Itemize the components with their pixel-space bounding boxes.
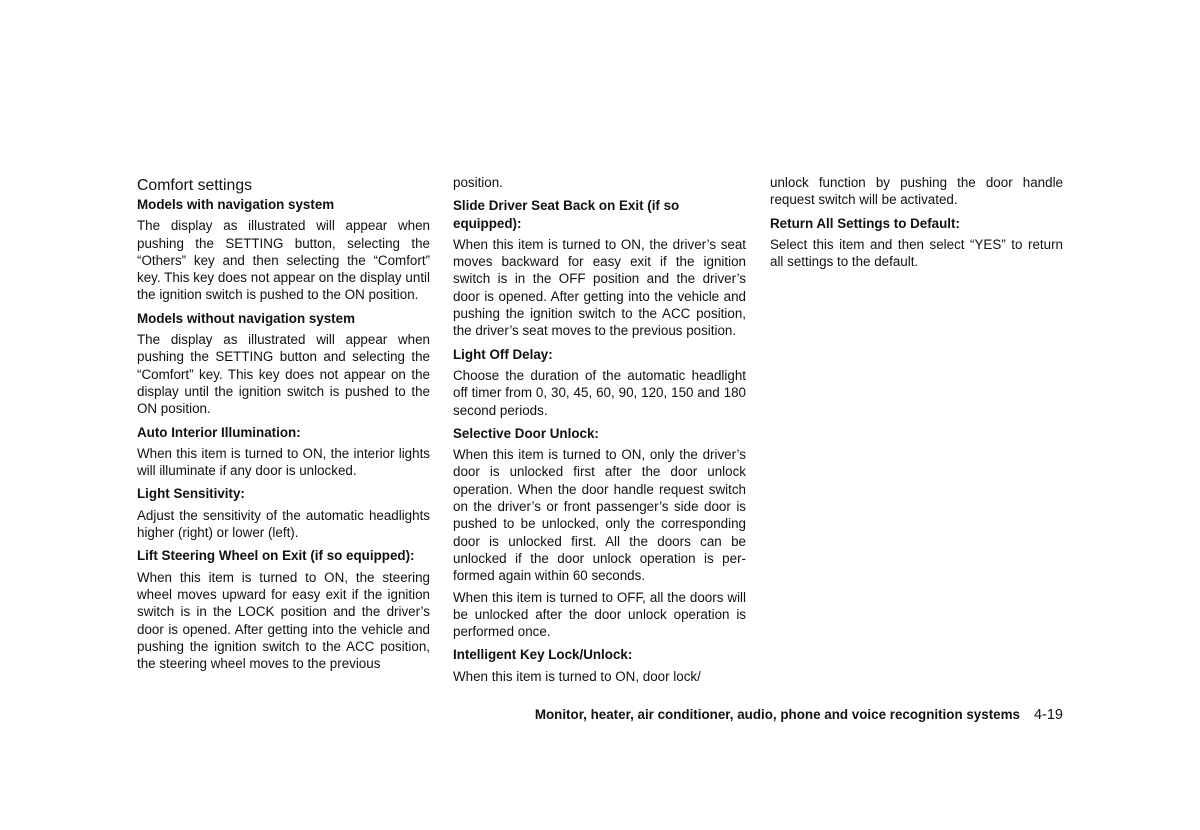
heading-selective-door-unlock: Selective Door Unlock: — [453, 425, 599, 441]
page-footer — [535, 706, 1063, 724]
right-column — [770, 174, 1063, 274]
heading-intelligent-key: Intelligent Key Lock/Unlock: — [453, 647, 633, 663]
paragraph-continuation: position. — [453, 175, 503, 190]
paragraph-lift-steering-wheel: When this item is turned to ON, the steering wheel moves upward for easy exit if the ignition switch is in the LOCK position and the driver’s door is opened. After getting into the vehicle and pushing the ignition switch to the ACC position, the steering wheel moves to the previous — [137, 569, 430, 672]
paragraph-auto-interior-illumination: When this item is turned to ON, the interior lights will illuminate if any door is unlocked. — [137, 445, 430, 479]
middle-column — [453, 174, 746, 689]
heading-lift-steering-wheel: Lift Steering Wheel on Exit (if so equipped): — [137, 548, 415, 564]
heading-light-sensitivity: Light Sensitivity: — [137, 486, 245, 502]
left-column — [137, 174, 430, 676]
paragraph-light-off-delay: Choose the duration of the automatic headlight off timer from 0, 30, 45, 60, 90, 120, 150 and 180 second periods. — [453, 367, 746, 418]
heading-models-without-navigation: Models without navigation system — [137, 310, 355, 326]
paragraph-intelligent-key-continued: unlock function by pushing the door handle request switch will be activated. — [770, 175, 1063, 208]
paragraph-intelligent-key: When this item is turned to ON, door lock/ — [453, 668, 701, 684]
paragraph-selective-door-unlock-off: When this item is turned to OFF, all the doors will be unlocked after the door unlock operation is performed once. — [453, 589, 746, 640]
chapter-title: Monitor, heater, air conditioner, audio, phone and voice recognition systems — [534, 707, 1020, 722]
heading-return-all-settings: Return All Settings to Default: — [770, 215, 960, 231]
heading-slide-driver-seat: Slide Driver Seat Back on Exit (if so equipped): — [453, 198, 680, 231]
paragraph-return-all-settings: Select this item and then select “YES” to return all settings to the default. — [770, 236, 1063, 270]
page-number: 4-19 — [1033, 707, 1063, 723]
heading-models-with-navigation: Models with navigation system — [137, 197, 335, 212]
paragraph-models-without-navigation: The display as illustrated will appear when pushing the SETTING button and selecting the “Comfort” key. This key does not appear on the display until the ignition switch is pushed to the ON position. — [137, 332, 430, 417]
paragraph-light-sensitivity: Adjust the sensitivity of the automatic headlights higher (right) or lower (left). — [137, 507, 430, 541]
heading-light-off-delay: Light Off Delay: — [453, 346, 553, 362]
paragraph-slide-driver-seat: When this item is turned to ON, the driver’s seat moves backward for easy exit if the ignition switch is in the OFF position and the driver’s door is opened. After getting into the vehicle and pushing the ignition switch to the ACC position, the driver’s seat moves to the previous position. — [453, 236, 746, 339]
paragraph-models-with-navigation: The display as illustrated will appear when pushing the SETTING button, selecting the “Others” key and then selecting the “Comfort” key. This key does not appear on the display until the ignition switch is pushed to the ON position. — [137, 218, 430, 303]
heading-auto-interior-illumination: Auto Interior Illumination: — [137, 424, 301, 440]
paragraph-selective-door-unlock-on: When this item is turned to ON, only the driver’s door is unlocked first after the door unlock operation. When the door handle request switch on the driver’s or front passenger’s side door is pushed to be unlocked, only the corresponding door is unlocked first. All the doors can be unlocked if the door unlock operation is per-formed again within 60 seconds. — [453, 447, 746, 584]
section-title: Comfort settings — [137, 177, 253, 194]
